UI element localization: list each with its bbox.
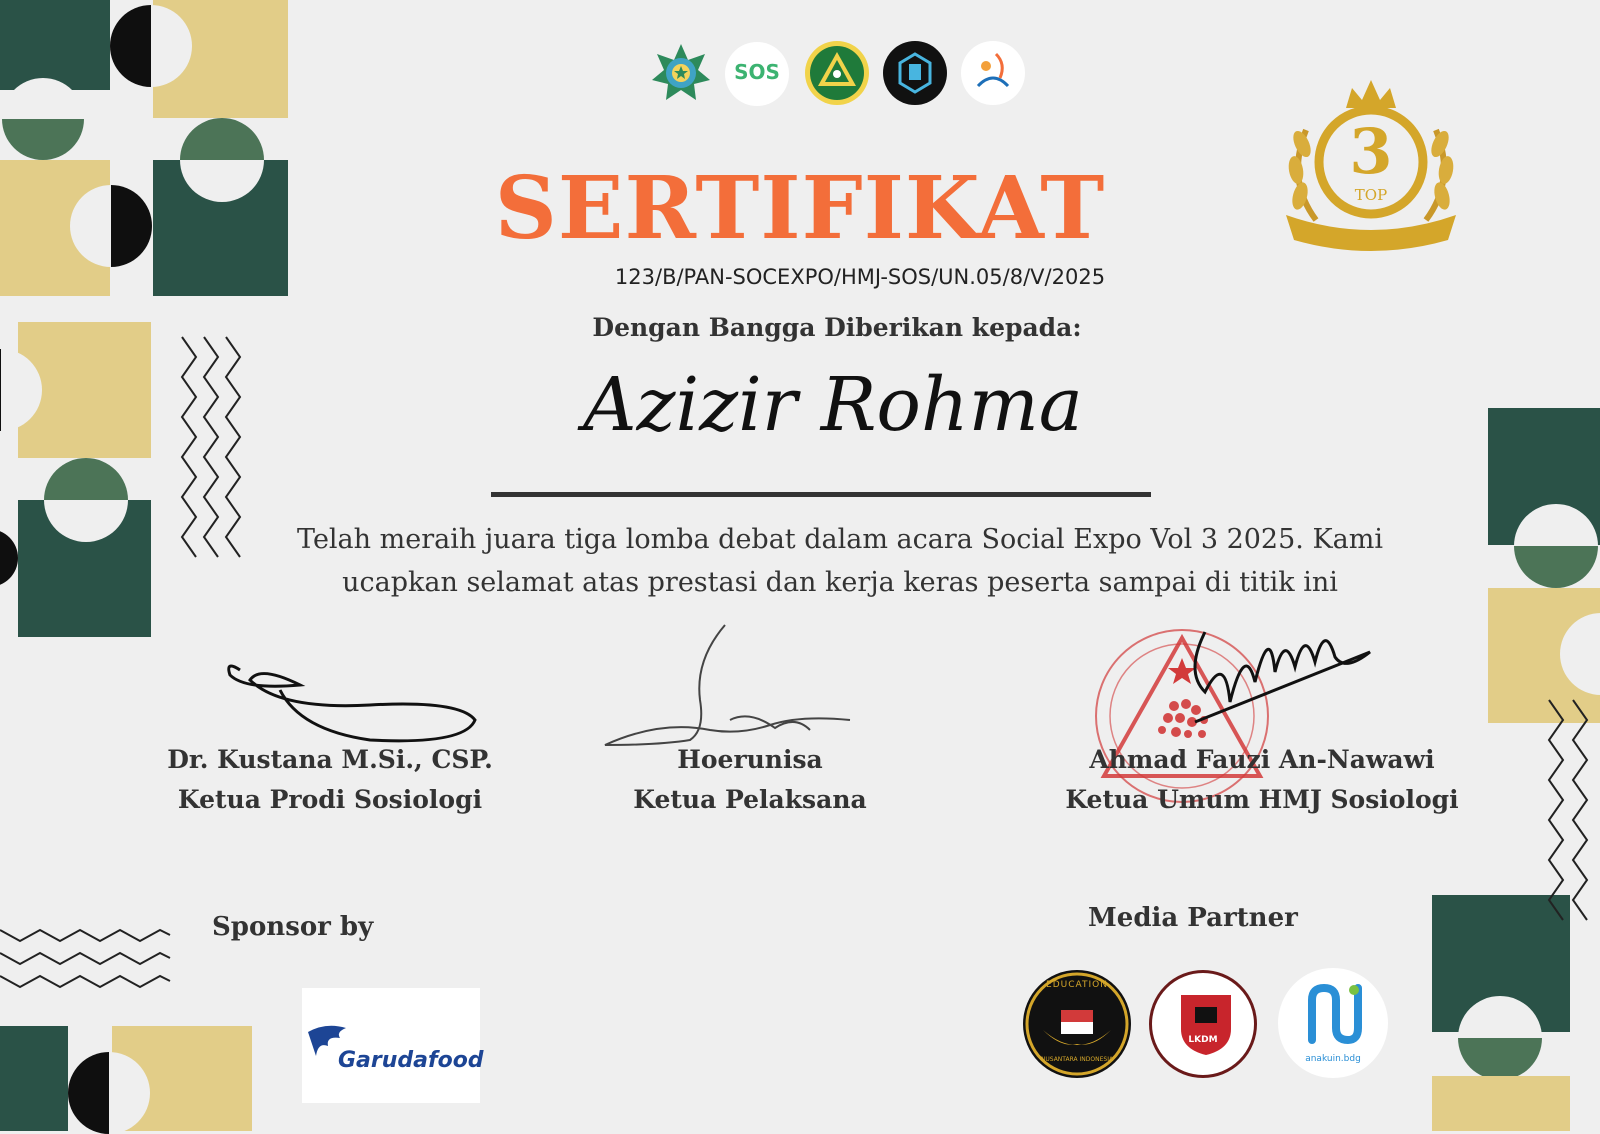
sosiologi-logo-text: SOS [734, 60, 780, 84]
media-partner-education-logo [1023, 970, 1131, 1078]
sponsor-logo [302, 988, 484, 1103]
top-three-badge [1276, 70, 1466, 255]
recipient-name: Azizir Rohma [583, 362, 1083, 448]
media-partner-anakuin-logo [1278, 968, 1388, 1078]
description-text: Telah meraih juara tiga lomba debat dalam acara Social Expo Vol 3 2025. Kami ucapkan selamat atas prestasi dan kerja keras peserta sampai di titik ini [297, 524, 1383, 598]
header-logos [648, 40, 1028, 106]
sponsor-name: Garudafood [338, 1048, 484, 1073]
media-partner-label: Media Partner [1088, 903, 1298, 933]
zigzag-decoration-right [1545, 698, 1600, 923]
shield-icon [1177, 991, 1235, 1057]
certificate-title: SERTIFIKAT [494, 158, 1106, 259]
name-underline [491, 492, 1151, 497]
sosiologi-logo [725, 42, 789, 106]
badge-rank: 3 [1349, 115, 1393, 188]
hmj-logo-icon [804, 40, 870, 106]
education-logo-subtext: NUSANTARA INDONESIA [1040, 1056, 1114, 1063]
signature-3-scribble [1175, 612, 1375, 742]
badge-label: TOP [1354, 186, 1388, 204]
signature-block-2 [560, 740, 940, 820]
book-logo-icon [882, 40, 948, 106]
anakuin-icon [1304, 982, 1362, 1046]
social-expo-logo-icon [960, 40, 1026, 106]
signature-block-1 [140, 740, 520, 820]
media-partner-lkdm-logo [1149, 970, 1257, 1078]
signature-2-scribble [600, 620, 860, 760]
sponsor-label: Sponsor by [212, 912, 374, 942]
signer-role-1: Ketua Prodi Sosiologi [177, 785, 483, 814]
decor-bottom-left [0, 1024, 260, 1131]
signer-role-2: Ketua Pelaksana [633, 785, 867, 814]
signer-name-1: Dr. Kustana M.Si., CSP. [167, 745, 493, 774]
signer-role-3: Ketua Umum HMJ Sosiologi [1065, 785, 1459, 814]
lkdm-logo-text: LKDM [1188, 1035, 1218, 1045]
education-logo-text: EDUCATION [1046, 980, 1108, 990]
signature-1-scribble [220, 660, 480, 750]
signature-block-3 [1042, 740, 1482, 820]
signer-name-3: Ahmad Fauzi An-Nawawi [1089, 745, 1435, 774]
university-logo-icon [650, 42, 712, 104]
zigzag-decoration-bottom-left [0, 925, 172, 1000]
certificate-number: 123/B/PAN-SOCEXPO/HMJ-SOS/UN.05/8/V/2025 [614, 265, 1106, 289]
signer-name-2: Hoerunisa [677, 745, 823, 774]
anakuin-logo-text: anakuin.bdg [1305, 1054, 1361, 1064]
intro-text: Dengan Bangga Diberikan kepada: [592, 313, 1082, 342]
